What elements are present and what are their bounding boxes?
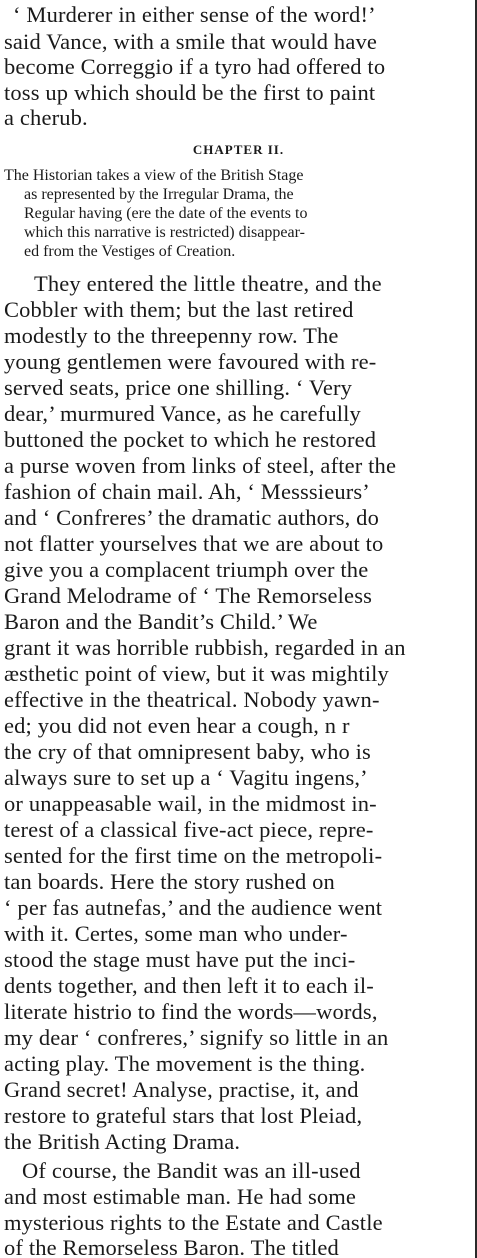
text-line: fashion of chain mail. Ah, ‘ Messsieurs’ (4, 479, 370, 504)
text-line: said Vance, with a smile that would have (4, 29, 377, 54)
text-line: Of course, the Bandit was an ill-used (22, 1158, 361, 1183)
text-line: not flatter yourselves that we are about to (4, 531, 384, 556)
chapter-summary-line: as represented by the Irregular Drama, the (24, 186, 294, 203)
text-line: terest of a classical five-act piece, repre- (4, 817, 374, 842)
text-line: always sure to set up a ‘ Vagitu ingens,’ (4, 765, 368, 790)
text-line: and most estimable man. He had some (4, 1184, 357, 1209)
text-line: Baron and the Bandit’s Child.’ We (4, 609, 318, 634)
text-line: toss up which should be the first to paint (4, 80, 376, 105)
text-line: a purse woven from links of steel, after the (4, 453, 397, 478)
text-line: restore to grateful stars that lost Pleiad, (4, 1103, 363, 1128)
chapter-summary-line: Regular having (ere the date of the events to (24, 205, 308, 222)
text-line: æsthetic point of view, but it was mightily (4, 661, 389, 686)
text-line: Grand Melodrame of ‘ The Remorseless (4, 583, 373, 608)
text-line: Grand secret! Analyse, practise, it, and (4, 1077, 359, 1102)
text-line: stood the stage must have put the inci- (4, 947, 356, 972)
text-line: effective in the theatrical. Nobody yawn- (4, 687, 380, 712)
text-line: or unappeasable wail, in the midmost in- (4, 791, 377, 816)
text-line: my dear ‘ confreres,’ signify so little in an (4, 1025, 389, 1050)
text-line: sented for the first time on the metropoli- (4, 843, 383, 868)
text-line: dents together, and then left it to each il- (4, 973, 374, 998)
chapter-summary-line: which this narrative is restricted) disappear- (24, 224, 305, 241)
chapter-summary-line: The Historian takes a view of the British Stage (4, 167, 304, 184)
text-line: and ‘ Confreres’ the dramatic authors, do (4, 505, 379, 530)
text-line: ‘ per fas autnefas,’ and the audience went (4, 895, 383, 920)
chapter-summary-line: ed from the Vestiges of Creation. (24, 243, 236, 260)
text-line: become Correggio if a tyro had offered to (4, 54, 386, 79)
text-line: They entered the little theatre, and the (34, 271, 382, 296)
text-line: buttoned the pocket to which he restored (4, 427, 377, 452)
text-line: tan boards. Here the story rushed on (4, 869, 335, 894)
text-line: the cry of that omnipresent baby, who is (4, 739, 371, 764)
text-line: ed; you did not even hear a cough, n r (4, 713, 350, 738)
text-line: grant it was horrible rubbish, regarded in an (4, 635, 406, 660)
text-line: ‘ Murderer in either sense of the word!’ (13, 2, 376, 27)
text-line: with it. Certes, some man who under- (4, 921, 348, 946)
text-line: a cherub. (4, 105, 88, 130)
text-line: dear,’ murmured Vance, as he carefully (4, 401, 361, 426)
text-line: Cobbler with them; but the last retired (4, 297, 354, 322)
text-line: of the Remorseless Baron. The titled (4, 1235, 339, 1258)
text-line: modestly to the threepenny row. The (4, 323, 339, 348)
chapter-heading: CHAPTER II. (192, 142, 285, 157)
text-line: mysterious rights to the Estate and Castle (4, 1210, 383, 1235)
text-line: give you a complacent triumph over the (4, 557, 369, 582)
text-line: served seats, price one shilling. ‘ Very (4, 375, 352, 400)
text-line: the British Acting Drama. (4, 1129, 241, 1154)
text-line: young gentlemen were favoured with re- (4, 349, 377, 374)
text-line: literate histrio to find the words—words, (4, 999, 378, 1024)
text-line: acting play. The movement is the thing. (4, 1051, 366, 1076)
